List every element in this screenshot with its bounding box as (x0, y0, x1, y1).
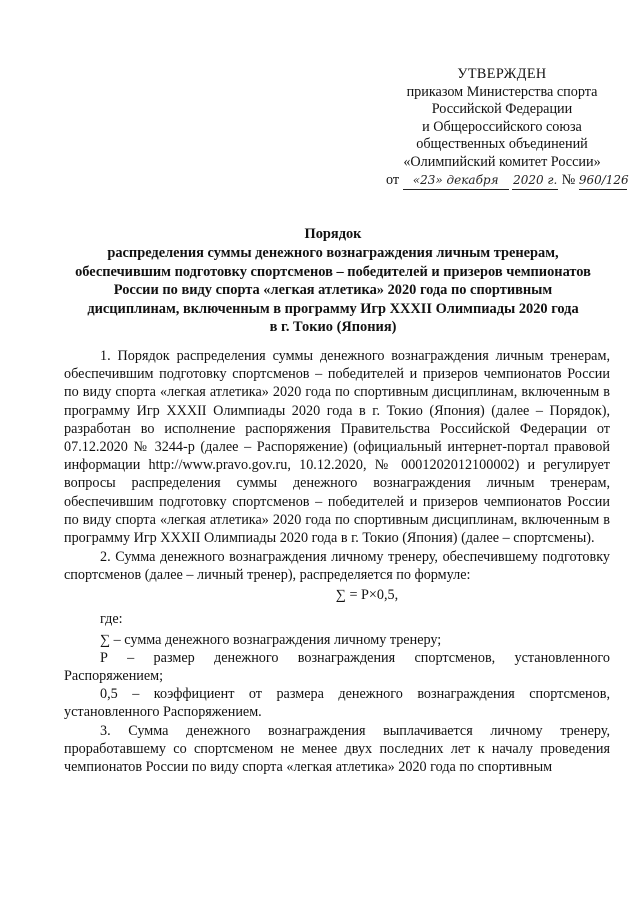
title-line: обеспечившим подготовку спортсменов – победителей и призеров чемпионатов (75, 263, 591, 280)
document-body (64, 347, 610, 776)
formula: ∑ = Р×0,5, (335, 587, 399, 604)
definition-sum: ∑ – сумма денежного вознаграждения личному тренеру; (100, 631, 442, 648)
number-prefix: № (561, 171, 576, 188)
number-handwritten: 960/126 (579, 172, 627, 191)
approval-stamp-block (384, 66, 629, 190)
paragraph-3: 3. Сумма денежного вознаграждения выплачивается личному тренеру, проработавшему со спортсменом не менее двух последних лет к началу проведения чемпионатов России по виду спорта «легкая атлетика» 2020 года по спортивным (64, 722, 610, 775)
approval-line: приказом Министерства спорта (406, 83, 598, 100)
title-line: распределения суммы денежного вознаграждения личным тренерам, (107, 245, 559, 262)
paragraph-1: 1. Порядок распределения суммы денежного вознаграждения личным тренерам, обеспечившим подготовку спортсменов – победителей и призеров чемпионатов России по виду спорта «легкая атлетика» 2020 года по спортивным дисциплинам, включенным в программу Игр XXXII Олимпиады 2020 года в г. Токио (Япония) (далее – Порядок), разработан во исполнение распоряжения Правительства Российской Федерации от 07.12.2020 № 3244-р (далее – Распоряжение) (официальный интернет-портал правовой информации http://www.pravo.gov.ru, 10.12.2020, № 0001202012100002) и регулирует вопросы распределения суммы денежного вознаграждения личным тренерам, обеспечившим подготовку спортсменов – победителей и призеров чемпионатов России по виду спорта «легкая атлетика» 2020 года по спортивным дисциплинам, включенным в программу Игр XXXII Олимпиады 2020 года в г. Токио (Япония) (далее – спортсмены). (64, 348, 610, 547)
title-line: дисциплинам, включенным в программу Игр XXXII Олимпиады 2020 года (87, 300, 579, 317)
title-line: в г. Токио (Япония) (269, 319, 397, 336)
definition-coefficient: 0,5 – коэффициент от размера денежного вознаграждения спортсменов, установленного Распоряжением. (64, 686, 610, 721)
date-handwritten: «23» декабря (403, 172, 509, 191)
title-heading: Порядок (304, 226, 362, 242)
approval-date-line (384, 171, 629, 191)
year-handwritten: 2020 г. (512, 172, 558, 191)
paragraph-2: 2. Сумма денежного вознаграждения личному тренеру, обеспечившему подготовку спортсменов (далее – личный тренер), распределяется по формуле: (64, 548, 610, 583)
approval-line: и Общероссийского союза (422, 118, 582, 135)
title-line: России по виду спорта «легкая атлетика» 2020 года по спортивным (113, 282, 553, 299)
approval-line: Российской Федерации (431, 101, 573, 118)
approval-heading: УТВЕРЖДЕН (457, 66, 547, 82)
date-prefix: от (386, 171, 400, 188)
document-title (60, 225, 606, 336)
definition-p: Р – размер денежного вознаграждения спортсменов, установленного Распоряжением; (64, 649, 610, 684)
approval-line: «Олимпийский комитет России» (403, 153, 601, 170)
approval-line: общественных объединений (416, 136, 588, 153)
where-label: где: (100, 611, 123, 628)
